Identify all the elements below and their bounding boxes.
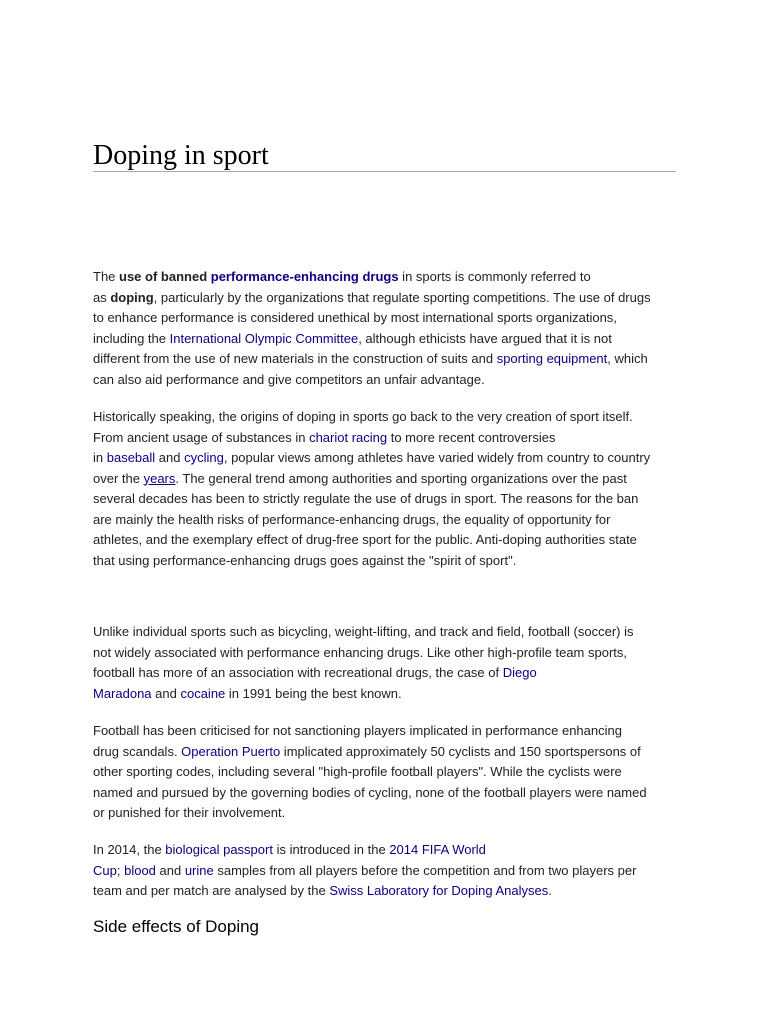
text-line: [93, 428, 650, 449]
link-2014-fifa-world-cup[interactable]: 2014 FIFA World: [389, 842, 486, 857]
link-baseball[interactable]: baseball: [106, 450, 156, 465]
text: in: [93, 450, 107, 465]
link-diego-maradona[interactable]: Diego: [502, 665, 537, 680]
history-paragraph: [93, 407, 650, 571]
text: in sports is commonly referred to: [398, 269, 591, 284]
section-heading-side-effects: Side effects of Doping: [93, 917, 260, 936]
text: ;: [116, 862, 125, 878]
text: over the: [93, 470, 144, 486]
text: , which: [607, 351, 648, 366]
text-line: [93, 469, 650, 490]
link-swiss-laboratory-for-doping-analyses[interactable]: Swiss Laboratory for Doping Analyses: [329, 883, 549, 898]
link-diego-maradona[interactable]: Maradona: [93, 685, 152, 701]
title-divider: [93, 171, 676, 172]
text: to more recent controversies: [387, 429, 556, 445]
text: , although ethicists have argued that it is not: [358, 330, 612, 346]
link-biological-passport[interactable]: biological passport: [165, 842, 273, 857]
intro-paragraph: [93, 267, 651, 390]
text: is introduced in the: [272, 842, 390, 857]
text-line: [93, 742, 647, 763]
text-line: Unlike individual sports such as bicycling, weight-lifting, and track and field, football (soccer) is: [93, 624, 634, 639]
text-line: [93, 861, 636, 882]
bold-text: doping: [110, 289, 154, 305]
link-cycling[interactable]: cycling: [184, 450, 224, 465]
text-line: several decades has been to strictly regulate the use of drugs in sport. The reasons for the ban: [93, 491, 639, 506]
text: football has more of an association with recreational drugs, the case of: [93, 665, 503, 680]
text: in 1991 being the best known.: [225, 685, 402, 701]
text-line: [93, 329, 651, 350]
text: . The general trend among authorities and sporting organizations over the past: [175, 470, 627, 486]
bold-text: use of banned: [119, 269, 211, 284]
link-sporting-equipment[interactable]: sporting equipment: [496, 351, 608, 366]
text: implicated approximately 50 cyclists and 150 sportspersons of: [280, 743, 641, 759]
text-line: named and pursued by the governing bodies of cycling, none of the football players were named: [93, 784, 647, 800]
text-line: [93, 448, 650, 469]
passport-paragraph: [93, 840, 636, 902]
text-line: to enhance performance is considered unethical by most international sports organizations,: [93, 310, 617, 325]
text: .: [548, 883, 552, 898]
text: team and per match are analysed by the: [93, 883, 330, 898]
text-line: or punished for their involvement.: [93, 805, 286, 820]
text: , popular views among athletes have varied widely from country to country: [223, 450, 651, 465]
link-blood[interactable]: blood: [124, 862, 156, 878]
link-years[interactable]: years: [143, 470, 176, 486]
text-line: [93, 267, 651, 288]
text: , particularly by the organizations that regulate sporting competitions. The use of drugs: [153, 289, 651, 305]
link-2014-fifa-world-cup[interactable]: Cup: [93, 862, 117, 878]
link-operation-puerto[interactable]: Operation Puerto: [181, 743, 281, 759]
text: From ancient usage of substances in: [93, 429, 310, 445]
text-line: [93, 349, 651, 370]
text-line: Historically speaking, the origins of doping in sports go back to the very creation of sport itself.: [93, 409, 633, 424]
text-line: are mainly the health risks of performance-enhancing drugs, the equality of opportunity for: [93, 511, 611, 527]
text-line: Football has been criticised for not sanctioning players implicated in performance enhancing: [93, 723, 622, 738]
text-line: other sporting codes, including several "high-profile football players". While the cyclists were: [93, 764, 622, 779]
text-line: athletes, and the exemplary effect of drug-free sport for the public. Anti-doping authorities state: [93, 532, 637, 547]
text-line: [93, 684, 633, 705]
text: different from the use of new materials in the construction of suits and: [93, 351, 497, 366]
text: drug scandals.: [93, 743, 182, 759]
page-title: Doping in sport: [93, 140, 269, 171]
text: The: [93, 269, 120, 284]
criticism-paragraph: [93, 721, 647, 824]
link-urine[interactable]: urine: [184, 862, 214, 878]
text: as: [93, 289, 111, 305]
text-line: that using performance-enhancing drugs goes against the "spirit of sport".: [93, 552, 517, 568]
link-international-olympic-committee[interactable]: International Olympic Committee: [169, 330, 359, 346]
text-line: not widely associated with performance enhancing drugs. Like other high-profile team sports,: [93, 644, 628, 660]
text: samples from all players before the competition and from two players per: [213, 862, 637, 878]
text: including the: [93, 330, 170, 346]
text-line: [93, 840, 636, 861]
text: and: [151, 685, 181, 701]
link-performance-enhancing-drugs[interactable]: performance-enhancing drugs: [210, 269, 399, 284]
text-line: [93, 663, 633, 684]
text-line: can also aid performance and give competitors an unfair advantage.: [93, 371, 485, 387]
text: and: [155, 862, 185, 878]
text-line: [93, 881, 636, 902]
text: and: [155, 450, 185, 465]
text: In 2014, the: [93, 842, 166, 857]
text-line: [93, 288, 651, 309]
link-chariot-racing[interactable]: chariot racing: [309, 429, 388, 445]
football-paragraph: [93, 622, 633, 704]
link-cocaine[interactable]: cocaine: [180, 685, 226, 701]
